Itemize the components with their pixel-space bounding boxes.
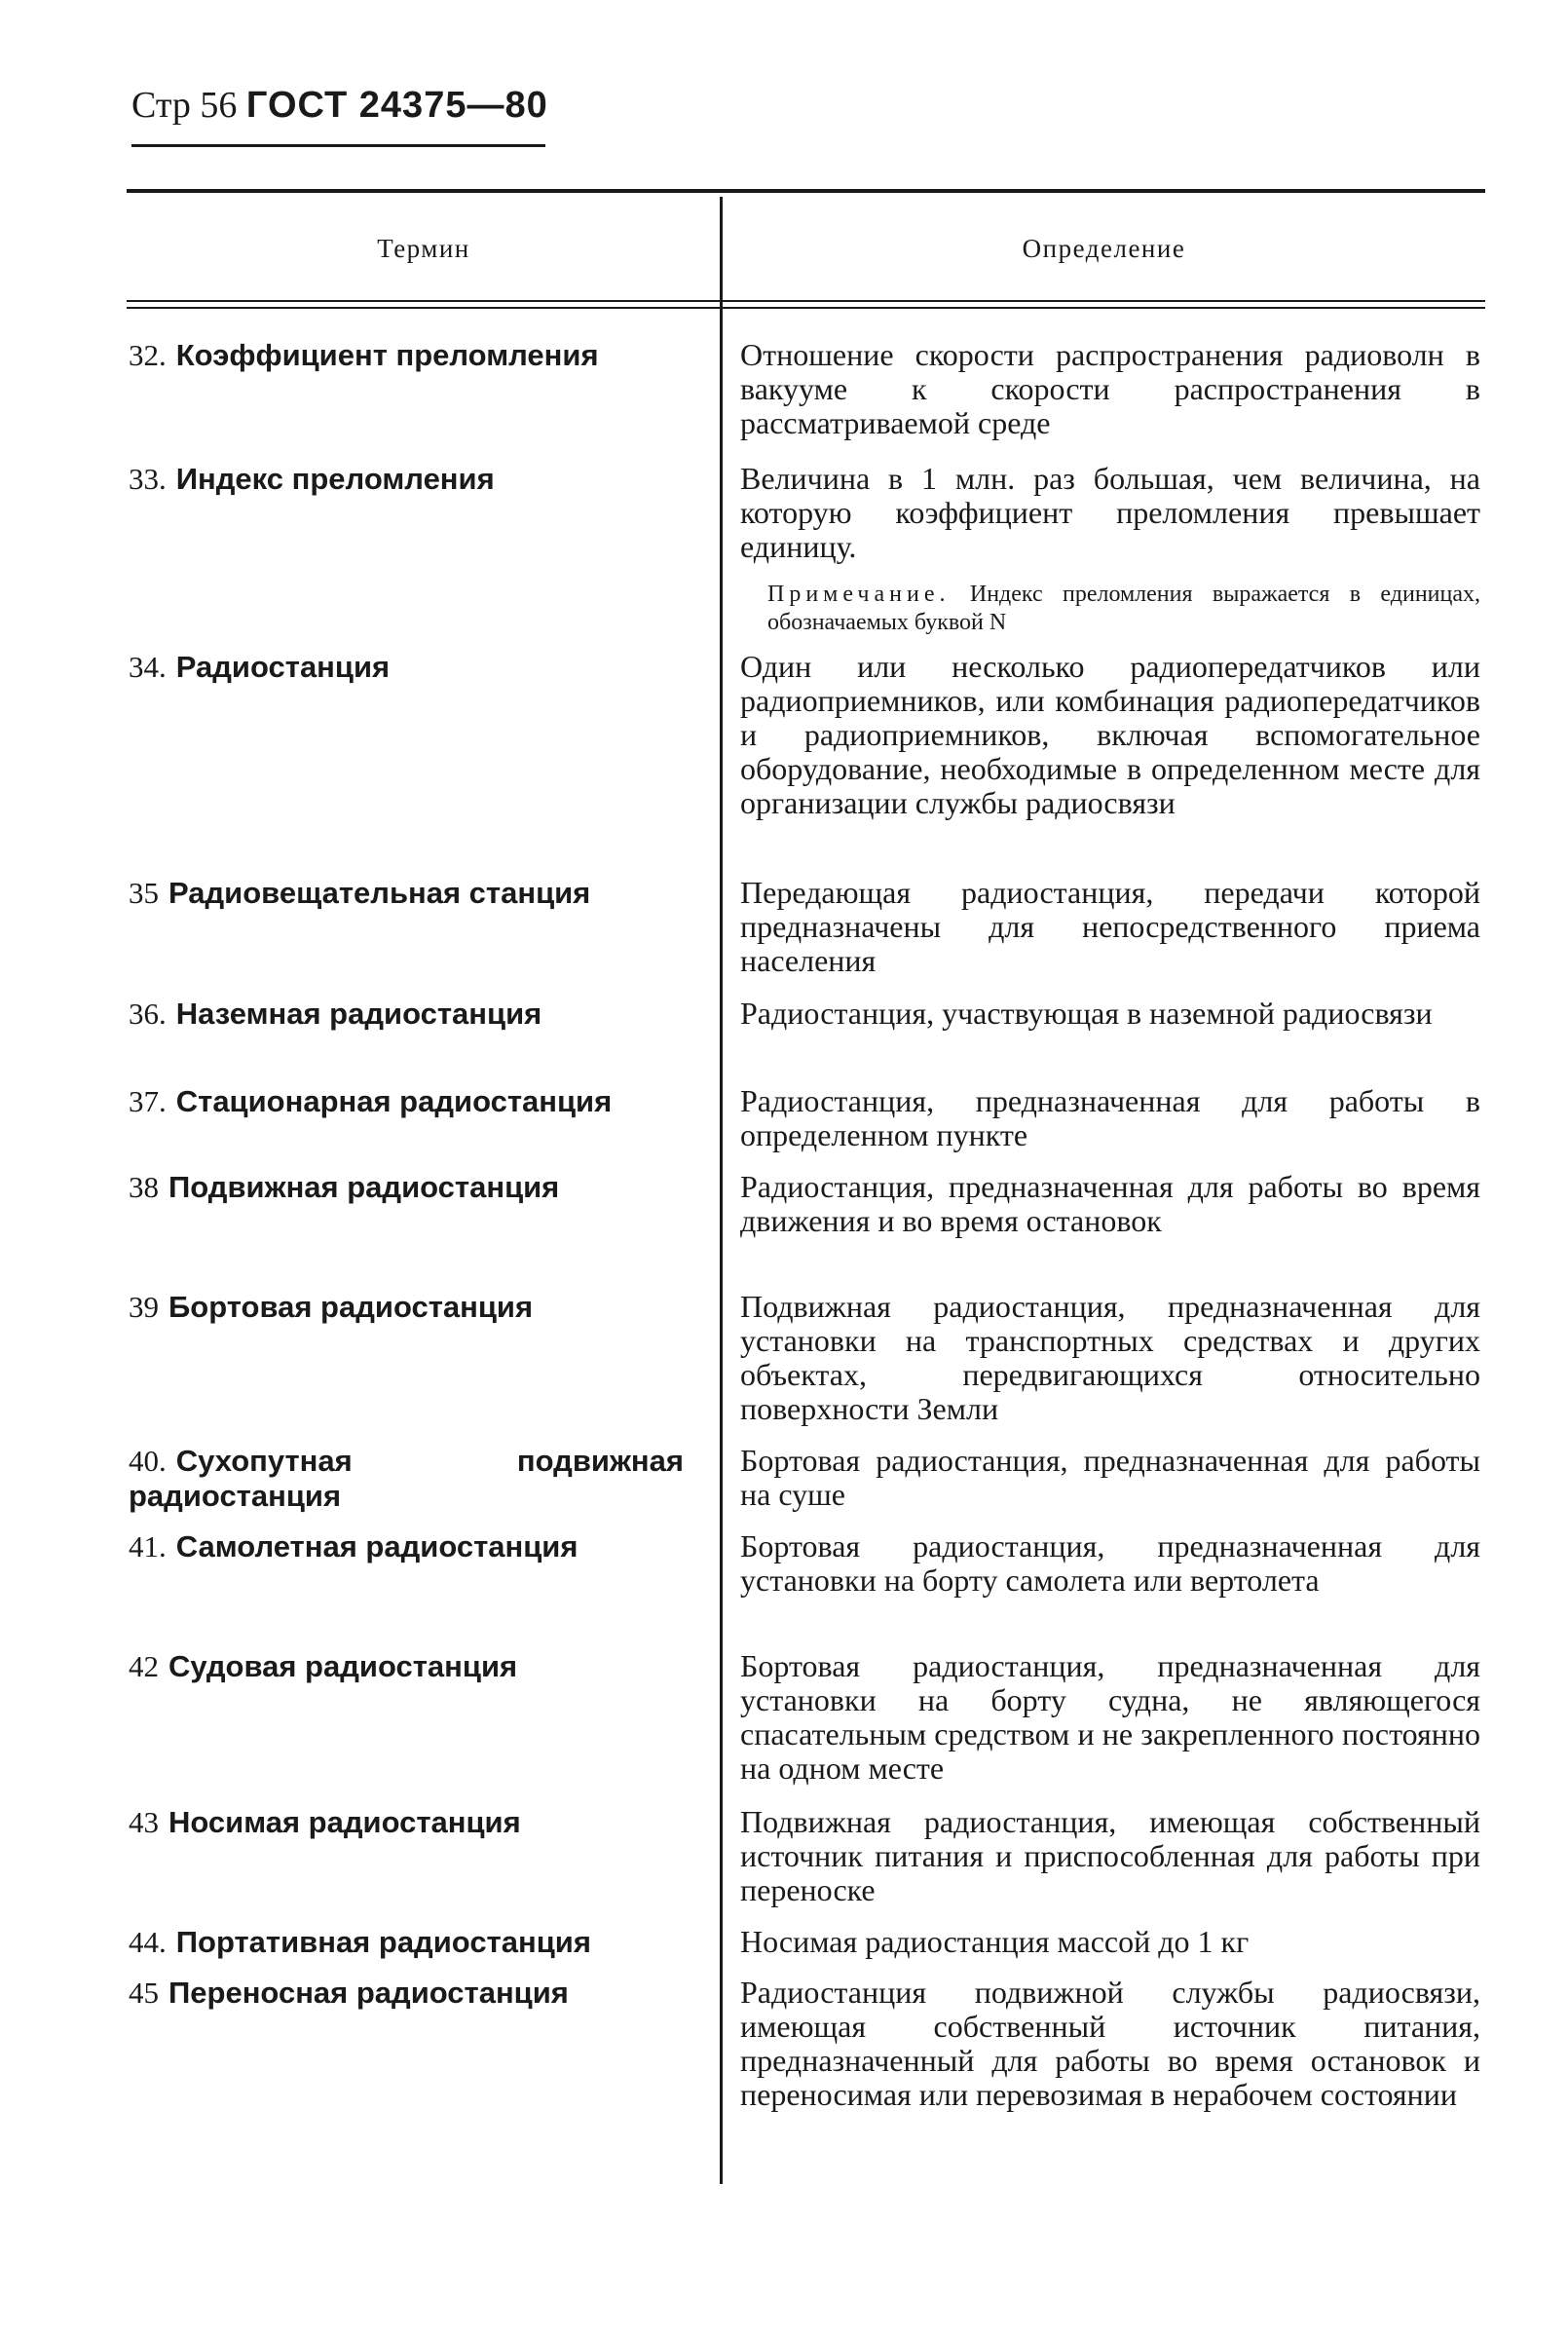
term-number: 42: [129, 1649, 159, 1683]
term-cell: [129, 1649, 684, 1684]
term-cell: [129, 1444, 684, 1514]
term-name: Портативная радиостанция: [175, 1925, 591, 1959]
header-underline: [131, 144, 545, 147]
term-number: 44.: [129, 1925, 167, 1959]
definition-cell: Отношение скорости распространения радиоволн в вакууме к скорости распространения в рассматриваемой среде: [740, 337, 1480, 440]
definition-cell: Передающая радиостанция, передачи которой предназначены для непосредственного приема населения: [740, 875, 1480, 978]
note-label: Примечание.: [767, 582, 951, 607]
term-cell: [129, 338, 684, 373]
term-name: Бортовая радиостанция: [168, 1290, 534, 1324]
term-cell: [129, 1170, 684, 1205]
term-name: Судовая радиостанция: [168, 1649, 518, 1683]
definition-cell: Бортовая радиостанция, предназначенная для работы на суше: [740, 1443, 1480, 1512]
definition-cell: Радиостанция, предназначенная для работы в определенном пункте: [740, 1083, 1480, 1152]
definition-cell: Величина в 1 млн. раз большая, чем величина, на которую коэффициент преломления превышает единицу.: [740, 461, 1480, 564]
column-header-definition: Определение: [1022, 234, 1186, 263]
table-top-rule: [127, 189, 1485, 193]
term-number: 39: [129, 1290, 159, 1324]
term-cell: [129, 650, 684, 685]
definition-cell: Радиостанция подвижной службы радиосвязи, имеющая собственный источник питания, предназначенный для работы во время остановок и переносимая или перевозимая в нерабочем состоянии: [740, 1975, 1480, 2112]
term-name: Носимая радиостанция: [168, 1805, 521, 1839]
definition-cell: Подвижная радиостанция, имеющая собственный источник питания и приспособленная для работы при переноске: [740, 1804, 1480, 1907]
term-cell: [129, 1925, 684, 1960]
page-number: Стр 56: [131, 85, 238, 126]
definition-cell: Один или несколько радиопередатчиков или радиоприемников, или комбинация радиопередатчиков и радиоприемников, включая вспомогательное оборудование, необходимые в определенном месте для организации службы радиосвязи: [740, 649, 1480, 820]
term-number: 38: [129, 1170, 159, 1204]
term-number: 35: [129, 876, 159, 910]
term-name: Коэффициент преломления: [175, 338, 599, 372]
term-name: Переносная радиостанция: [168, 1976, 569, 2010]
term-cell: [129, 1290, 684, 1325]
term-name: Самолетная радиостанция: [175, 1529, 579, 1563]
term-number: 45: [129, 1976, 159, 2010]
term-name: Подвижная радиостанция: [168, 1170, 560, 1204]
column-header-term: Термин: [377, 234, 470, 263]
definition-cell: Подвижная радиостанция, предназначенная для установки на транспортных средствах и других объектах, передвигающихся относительно поверхности Земли: [740, 1289, 1480, 1426]
definition-cell: Бортовая радиостанция, предназначенная для установки на борту судна, не являющегося спасательным средством и не закрепленного постоянно на одном месте: [740, 1648, 1480, 1786]
term-cell: [129, 1805, 684, 1840]
table-header-rule: [127, 300, 1485, 302]
term-name: Сухопутная подвижная радиостанция: [129, 1444, 684, 1513]
term-number: 33.: [129, 462, 167, 496]
term-name: Стационарная радиостанция: [175, 1084, 613, 1118]
term-number: 34.: [129, 650, 167, 684]
term-cell: [129, 462, 684, 497]
definition-cell: Радиостанция, предназначенная для работы во время движения и во время остановок: [740, 1169, 1480, 1238]
term-cell: [129, 997, 684, 1032]
term-number: 43: [129, 1805, 159, 1839]
note-text: Индекс преломления выражается в единицах, обозначаемых буквой N: [767, 582, 1481, 635]
term-number: 37.: [129, 1084, 167, 1118]
term-number: 41.: [129, 1529, 167, 1563]
table-header-rule-double: [127, 307, 1485, 309]
term-number: 40.: [129, 1444, 167, 1478]
definition-cell: Носимая радиостанция массой до 1 кг: [740, 1924, 1250, 1959]
term-name: Радиовещательная станция: [168, 876, 591, 910]
page-header: [131, 84, 548, 127]
term-cell: [129, 876, 684, 911]
term-cell: [129, 1976, 684, 2011]
definition-note: [767, 581, 1480, 637]
term-number: 36.: [129, 997, 167, 1031]
term-number: 32.: [129, 338, 167, 372]
definition-cell: Радиостанция, участвующая в наземной радиосвязи: [740, 996, 1433, 1031]
term-cell: [129, 1529, 684, 1564]
document-code: ГОСТ 24375—80: [245, 85, 548, 126]
term-name: Наземная радиостанция: [175, 997, 542, 1031]
definition-cell: Бортовая радиостанция, предназначенная для установки на борту самолета или вертолета: [740, 1528, 1480, 1598]
term-name: Индекс преломления: [175, 462, 495, 496]
column-divider: [720, 197, 723, 2184]
term-cell: [129, 1084, 684, 1119]
term-name: Радиостанция: [175, 650, 391, 684]
